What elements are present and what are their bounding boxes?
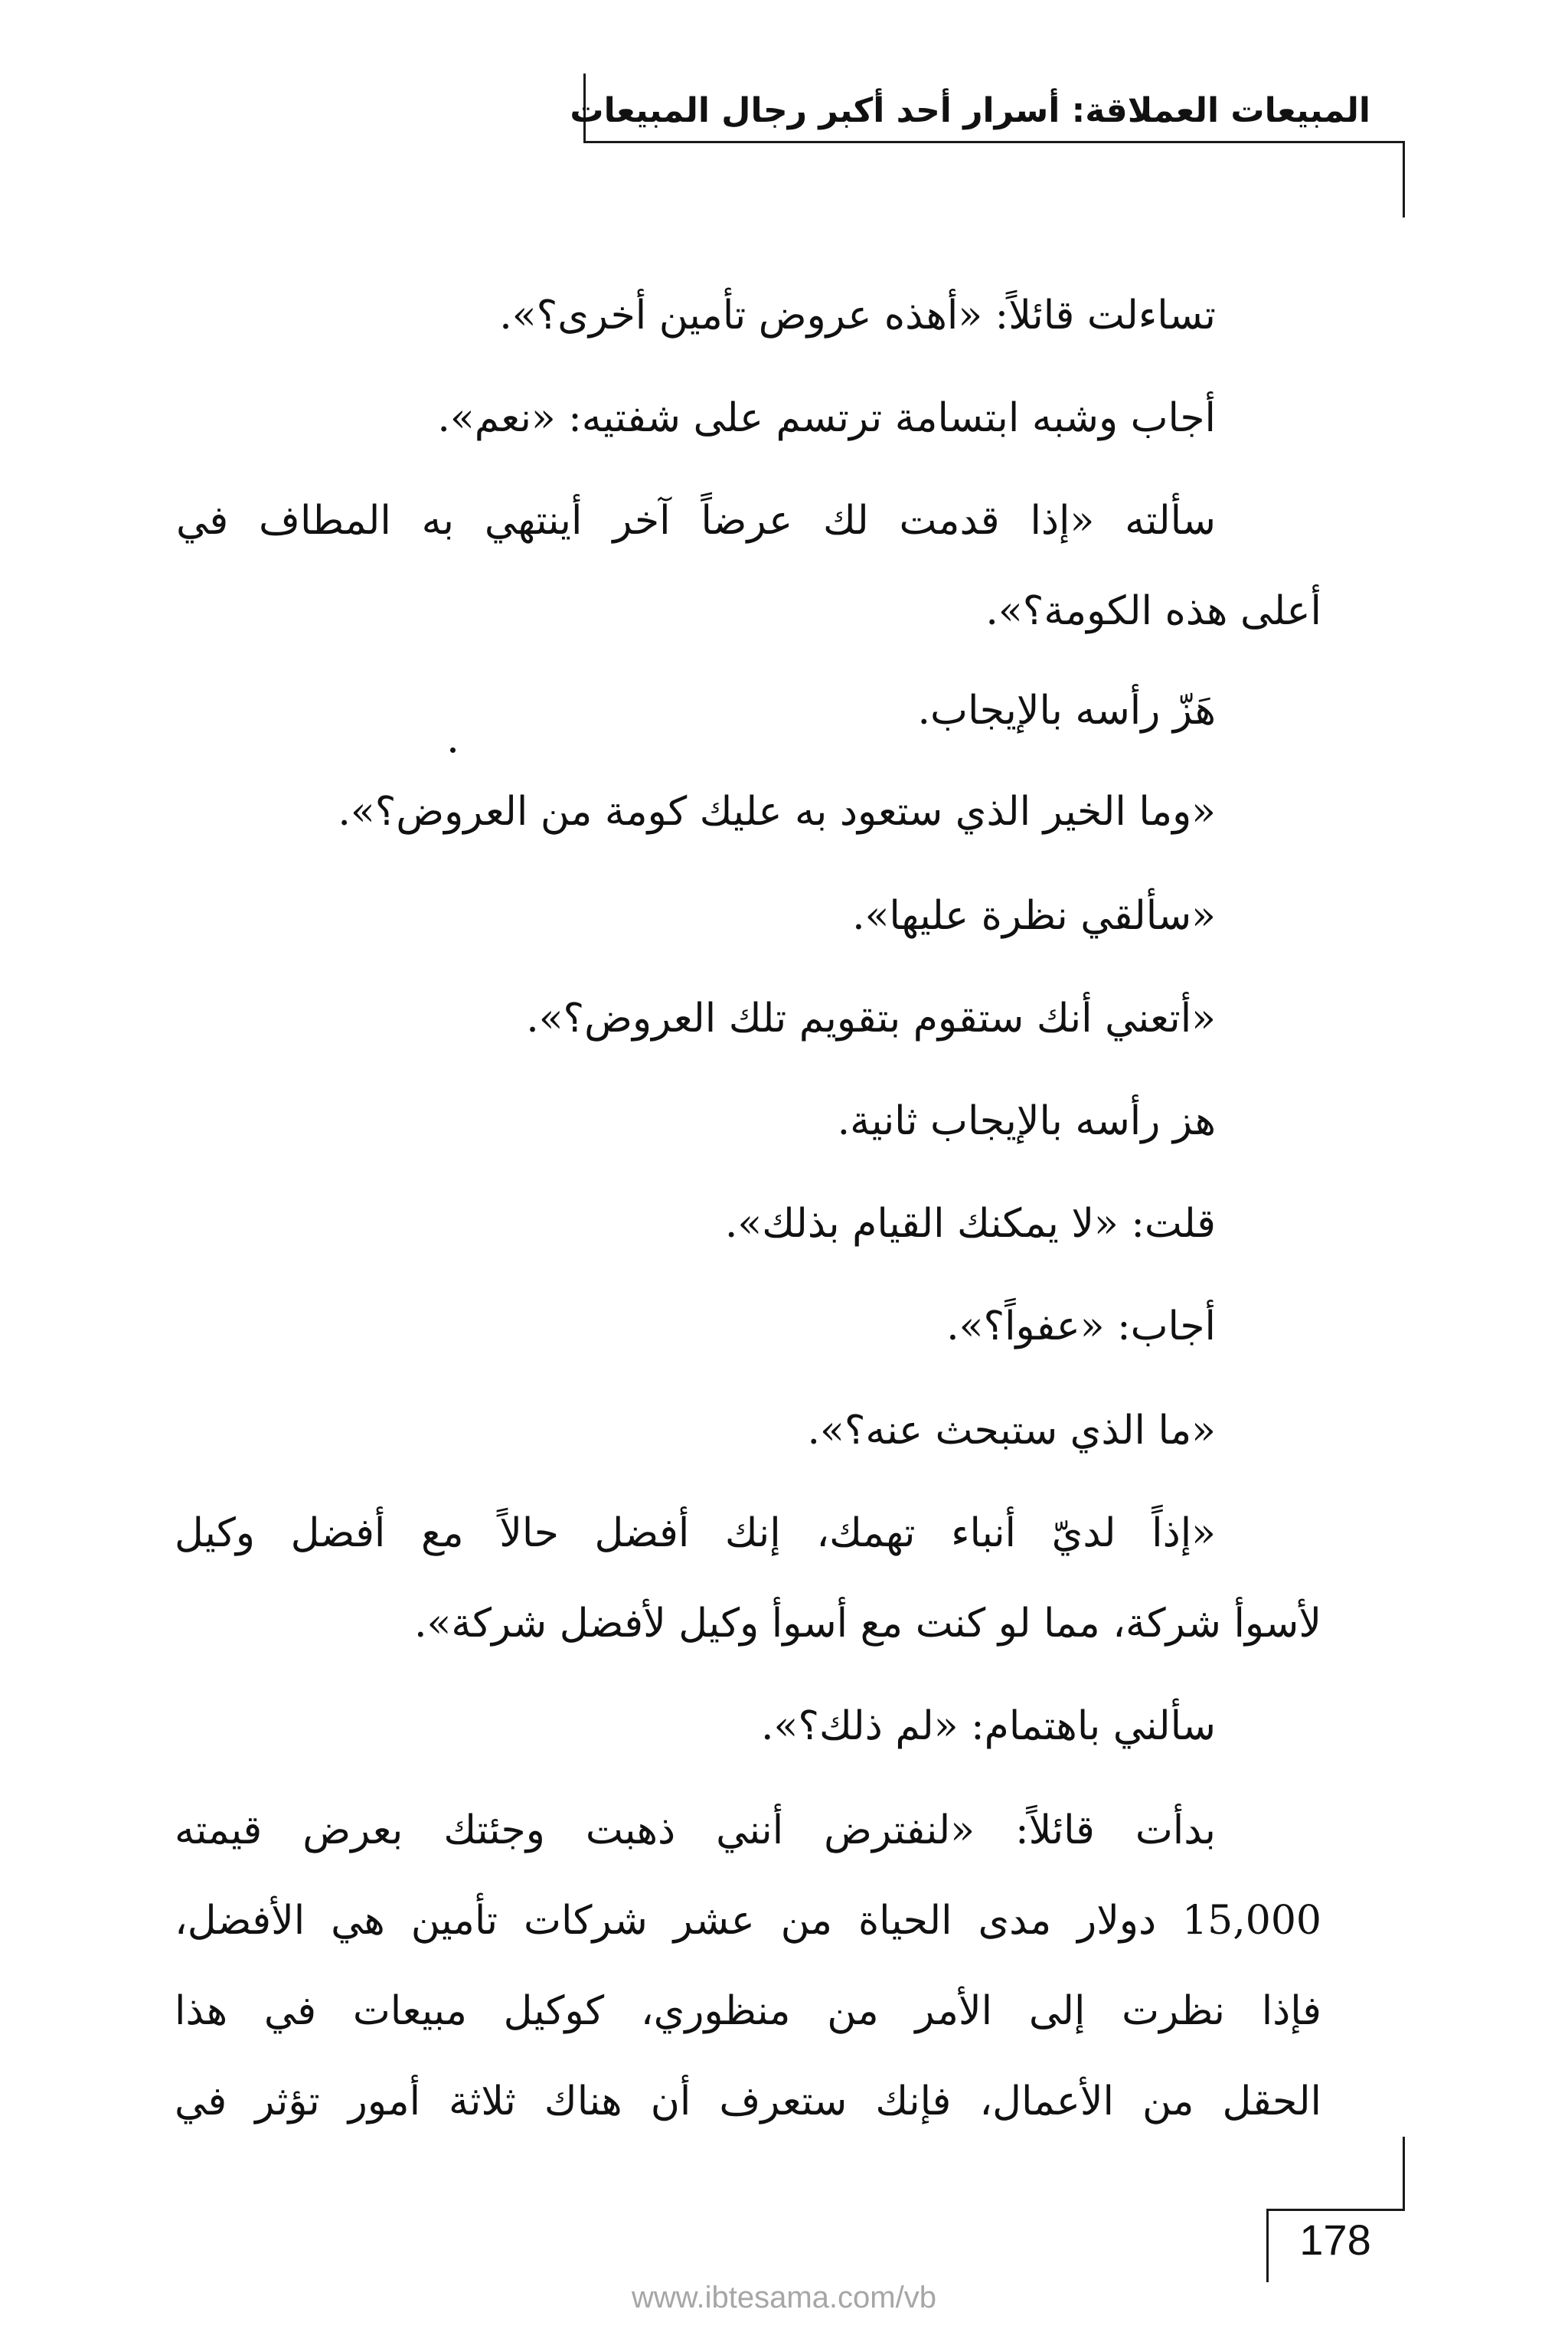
stray-dot	[450, 747, 456, 753]
paragraph-11: «ما الذي ستبحث عنه؟».	[807, 1408, 1216, 1454]
paragraph-9: قلت: «لا يمكنك القيام بذلك».	[724, 1201, 1216, 1247]
header-right-rule	[1403, 141, 1405, 218]
footer-right-rule	[1403, 2137, 1405, 2209]
paragraph-4: هَزّ رأسه بالإيجاب.	[917, 688, 1216, 734]
paragraph-8: هز رأسه بالإيجاب ثانية.	[837, 1098, 1216, 1144]
paragraph-1: تساءلت قائلاً: «أهذه عروض تأمين أخرى؟».	[499, 293, 1216, 339]
running-head: المبيعات العملاقة: أسرار أحد أكبر رجال المبيعات	[570, 91, 1370, 130]
paragraph-10: أجاب: «عفواً؟».	[946, 1303, 1216, 1349]
paragraph-2: أجاب وشبه ابتسامة ترتسم على شفتيه: «نعم».	[437, 395, 1216, 441]
paragraph-5: «وما الخير الذي ستعود به عليك كومة من العروض؟».	[338, 789, 1216, 835]
footer-left-rule	[1266, 2209, 1269, 2282]
paragraph-14-line-2: 15,000 دولار مدى الحياة من عشر شركات تأمين هي الأفضل،	[175, 1898, 1321, 1944]
paragraph-12-line-2: لأسوأ شركة، مما لو كنت مع أسوأ وكيل لأفضل شركة».	[414, 1601, 1321, 1647]
watermark-link[interactable]: www.ibtesama.com/vb	[632, 2281, 936, 2314]
paragraph-14-line-3: فإذا نظرت إلى الأمر من منظوري، كوكيل مبيعات في هذا	[175, 1988, 1321, 2034]
header-rule	[583, 141, 1404, 143]
paragraph-14-line-1: بدأت قائلاً: «لنفترض أنني ذهبت وجئتك بعرض قيمته	[175, 1807, 1216, 1853]
paragraph-13: سألني باهتمام: «لم ذلك؟».	[761, 1703, 1216, 1749]
paragraph-14-line-4: الحقل من الأعمال، فإنك ستعرف أن هناك ثلاثة أمور تؤثر في	[175, 2079, 1321, 2124]
footer-rule	[1266, 2209, 1405, 2211]
paragraph-7: «أتعني أنك ستقوم بتقويم تلك العروض؟».	[526, 996, 1216, 1042]
paragraph-6: «سألقي نظرة عليها».	[852, 893, 1216, 939]
paragraph-3-line-1: سألته «إذا قدمت لك عرضاً آخر أينتهي به المطاف في	[176, 498, 1216, 544]
page-number: 178	[1299, 2216, 1371, 2264]
paragraph-12-line-1: «إذاً لديّ أنباء تهمك، إنك أفضل حالاً مع أفضل وكيل	[175, 1510, 1216, 1556]
paragraph-3-line-2: أعلى هذه الكومة؟».	[985, 588, 1321, 634]
